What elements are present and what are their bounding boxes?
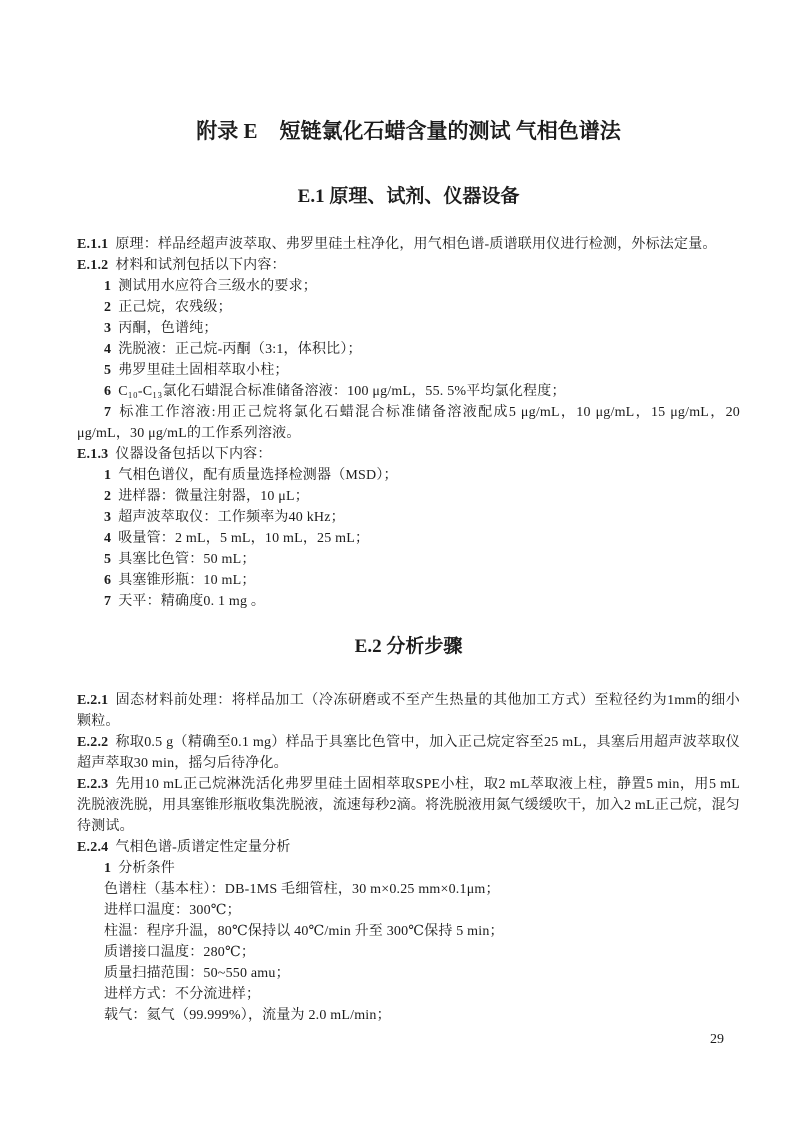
appendix-title-label: 附录 E	[196, 119, 258, 143]
paragraph	[77, 318, 740, 339]
clause-text: 超声波萃取仪：工作频率为40 kHz；	[118, 510, 345, 525]
clause-label: 1	[104, 861, 112, 876]
paragraph	[77, 360, 740, 381]
clause-label: E.2.3	[77, 777, 109, 792]
clause-label: 1	[104, 468, 112, 483]
paragraph	[77, 234, 740, 255]
section-e1-body	[77, 234, 740, 612]
clause-label: E.1.1	[77, 237, 109, 252]
clause-text: 测试用水应符合三级水的要求；	[118, 279, 318, 294]
clause-text: 天平：精确度0. 1 mg 。	[118, 594, 266, 609]
clause-text: 具塞比色管：50 mL；	[118, 552, 256, 567]
paragraph	[77, 486, 740, 507]
clause-label: 3	[104, 510, 112, 525]
section-e2	[77, 634, 740, 1026]
section-e1-heading: E.1 原理、试剂、仪器设备	[297, 186, 520, 207]
clause-label: 5	[104, 552, 112, 567]
clause-text: 分析条件	[118, 861, 176, 876]
paragraph	[77, 963, 740, 984]
clause-text: 进样方式：不分流进样；	[104, 987, 261, 1002]
paragraph	[77, 255, 740, 276]
clause-text: 称取0.5 g（精确至0.1 mg）样品于具塞比色管中，加入正己烷定容至25 mL，具塞后用超声波萃取仪超声萃取30 min，摇匀后待净化。	[77, 735, 740, 771]
clause-label: E.1.2	[77, 258, 109, 273]
clause-text: 吸量管：2 mL，5 mL，10 mL，25 mL；	[118, 531, 370, 546]
clause-label: E.2.1	[77, 693, 109, 708]
clause-text: 先用10 mL正己烷淋洗活化弗罗里硅土固相萃取SPE小柱，取2 mL萃取液上柱，静置5 min，用5 mL洗脱液洗脱，用具塞锥形瓶收集洗脱液，流速每秒2滴。将洗脱液用氮气缓缓吹干，加入2 mL正己烷，混匀待测试。	[77, 777, 740, 834]
clause-text: 质谱接口温度：280℃；	[104, 945, 256, 960]
clause-label: 3	[104, 321, 112, 336]
section-e2-body	[77, 690, 740, 1026]
clause-text: 柱温：程序升温，80℃保持以 40℃/min 升至 300℃保持 5 min；	[104, 924, 504, 939]
clause-text: 弗罗里硅土固相萃取小柱；	[118, 363, 289, 378]
paragraph	[77, 690, 740, 732]
clause-text: 固态材料前处理：将样品加工（冷冻研磨或不至产生热量的其他加工方式）至粒径约为1mm的细小颗粒。	[77, 693, 740, 729]
appendix-title	[77, 116, 740, 146]
paragraph	[77, 444, 740, 465]
paragraph	[77, 528, 740, 549]
paragraph	[77, 732, 740, 774]
paragraph	[77, 276, 740, 297]
clause-label: E.2.2	[77, 735, 109, 750]
clause-label: 4	[104, 531, 112, 546]
paragraph	[77, 570, 740, 591]
paragraph	[77, 858, 740, 879]
paragraph	[77, 402, 740, 444]
clause-text: 丙酮，色谱纯；	[118, 321, 218, 336]
clause-text: 载气：氦气（99.999%），流量为 2.0 mL/min；	[104, 1008, 391, 1023]
paragraph	[77, 297, 740, 318]
paragraph	[77, 465, 740, 486]
sections-container	[77, 184, 740, 1026]
paragraph	[77, 837, 740, 858]
page-number: 29	[710, 1032, 724, 1047]
clause-label: 7	[104, 594, 112, 609]
clause-text: 正己烷，农残级；	[118, 300, 232, 315]
clause-text: 色谱柱（基本柱）：DB-1MS 毛细管柱，30 m×0.25 mm×0.1μm；	[104, 882, 500, 897]
paragraph	[77, 381, 740, 402]
clause-text: 进样口温度：300℃；	[104, 903, 241, 918]
clause-label: 7	[104, 405, 112, 420]
clause-text: 质量扫描范围：50~550 amu；	[104, 966, 290, 981]
clause-label: 6	[104, 573, 112, 588]
paragraph	[77, 879, 740, 900]
clause-label: 5	[104, 363, 112, 378]
clause-text: 标准工作溶液:用正己烷将氯化石蜡混合标准储备溶液配成5 μg/mL，10 μg/mL，15 μg/mL，20 μg/mL，30 μg/mL的工作系列溶液。	[77, 405, 740, 441]
clause-text: 进样器：微量注射器，10 μL；	[118, 489, 309, 504]
clause-text: 具塞锥形瓶：10 mL；	[118, 573, 256, 588]
paragraph	[77, 591, 740, 612]
clause-text: 材料和试剂包括以下内容：	[115, 258, 286, 273]
clause-text: C₁₀-C₁₃氯化石蜡混合标准储备溶液：100 μg/mL，55. 5%平均氯化程度；	[118, 384, 566, 399]
paragraph	[77, 942, 740, 963]
clause-label: 1	[104, 279, 112, 294]
clause-label: 4	[104, 342, 112, 357]
paragraph	[77, 774, 740, 837]
appendix-title-text: 短链氯化石蜡含量的测试 气相色谱法	[279, 119, 621, 143]
clause-text: 仪器设备包括以下内容：	[115, 447, 272, 462]
section-e1	[77, 184, 740, 612]
paragraph	[77, 921, 740, 942]
clause-label: 2	[104, 300, 112, 315]
clause-label: E.1.3	[77, 447, 109, 462]
clause-text: 气相色谱仪，配有质量选择检测器（MSD）；	[118, 468, 398, 483]
paragraph	[77, 1005, 740, 1026]
clause-text: 原理：样品经超声波萃取、弗罗里硅土柱净化，用气相色谱-质谱联用仪进行检测，外标法定量。	[115, 237, 717, 252]
paragraph	[77, 507, 740, 528]
paragraph	[77, 339, 740, 360]
clause-text: 气相色谱-质谱定性定量分析	[115, 840, 291, 855]
clause-text: 洗脱液：正己烷-丙酮（3:1，体积比）；	[118, 342, 362, 357]
clause-label: 6	[104, 384, 112, 399]
paragraph	[77, 549, 740, 570]
clause-label: E.2.4	[77, 840, 109, 855]
section-e2-heading: E.2 分析步骤	[354, 636, 463, 657]
paragraph	[77, 984, 740, 1005]
clause-label: 2	[104, 489, 112, 504]
paragraph	[77, 900, 740, 921]
